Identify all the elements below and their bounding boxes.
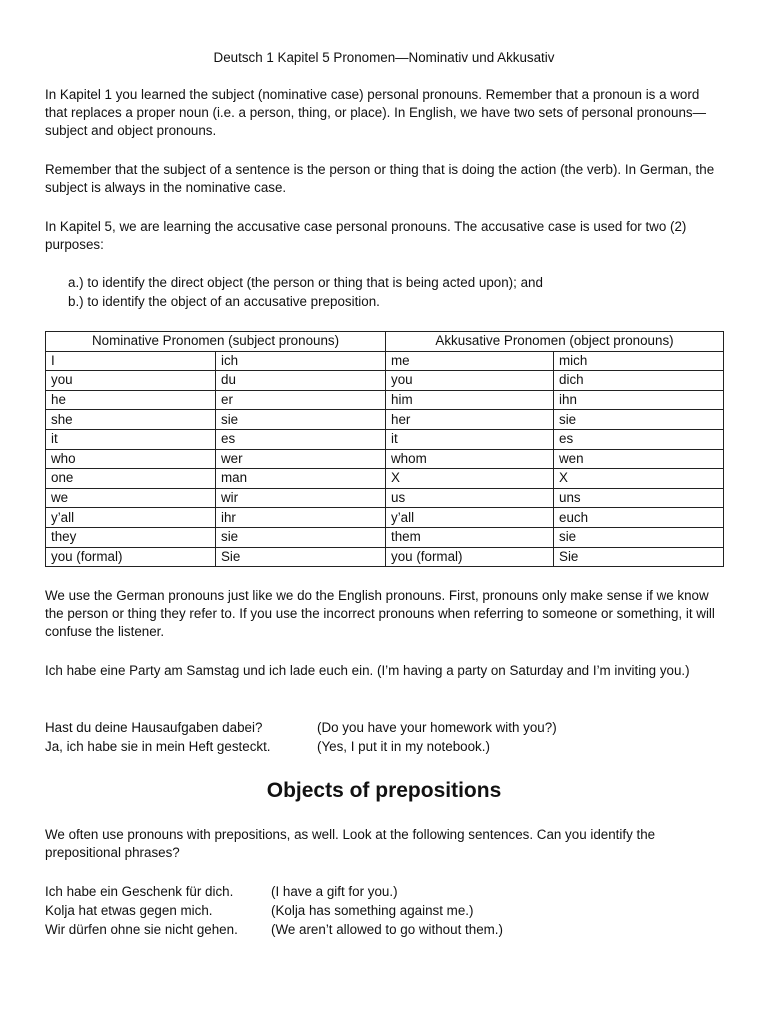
english-object-cell: him bbox=[386, 390, 554, 410]
table-row bbox=[46, 390, 724, 410]
german-sentence: Ich habe ein Geschenk für dich. bbox=[45, 884, 234, 899]
english-translation: (Yes, I put it in my notebook.) bbox=[317, 739, 490, 754]
german-accusative-cell: uns bbox=[554, 488, 724, 508]
table-row bbox=[46, 429, 724, 449]
section-heading: Objects of prepositions bbox=[266, 779, 502, 802]
purposes-list bbox=[68, 274, 543, 312]
english-object-cell: y’all bbox=[386, 508, 554, 528]
german-sentence: Ja, ich habe sie in mein Heft gesteckt. bbox=[45, 739, 271, 754]
purpose-item-b: b.) to identify the object of an accusative preposition. bbox=[68, 294, 380, 309]
german-nominative-cell: ihr bbox=[216, 508, 386, 528]
german-accusative-cell: wen bbox=[554, 449, 724, 469]
nominative-header: Nominative Pronomen (subject pronouns) bbox=[46, 332, 386, 352]
german-nominative-cell: man bbox=[216, 469, 386, 489]
german-sentence: Kolja hat etwas gegen mich. bbox=[45, 903, 213, 918]
german-accusative-cell: sie bbox=[554, 527, 724, 547]
german-nominative-cell: wir bbox=[216, 488, 386, 508]
purpose-item-a: a.) to identify the direct object (the person or thing that is being acted upon); and bbox=[68, 275, 543, 290]
german-accusative-cell: dich bbox=[554, 371, 724, 391]
german-nominative-cell: er bbox=[216, 390, 386, 410]
subject-paragraph: Remember that the subject of a sentence is the person or thing that is doing the action (the verb). In German, the subject is always in the nominative case. bbox=[45, 162, 715, 195]
table-row bbox=[46, 410, 724, 430]
german-nominative-cell: sie bbox=[216, 527, 386, 547]
english-subject-cell: he bbox=[46, 390, 216, 410]
table-row bbox=[46, 547, 724, 567]
table-row bbox=[46, 351, 724, 371]
english-subject-cell: one bbox=[46, 469, 216, 489]
english-subject-cell: they bbox=[46, 527, 216, 547]
table-row bbox=[46, 449, 724, 469]
pronoun-table-header bbox=[46, 332, 724, 352]
party-example: Ich habe eine Party am Samstag und ich lade euch ein. (I’m having a party on Saturday and I’m inviting you.) bbox=[45, 663, 690, 678]
english-subject-cell: who bbox=[46, 449, 216, 469]
english-translation: (I have a gift for you.) bbox=[271, 884, 398, 899]
table-row bbox=[46, 527, 724, 547]
document-title: Deutsch 1 Kapitel 5 Pronomen—Nominativ und Akkusativ bbox=[213, 50, 555, 65]
german-nominative-cell: Sie bbox=[216, 547, 386, 567]
german-nominative-cell: es bbox=[216, 429, 386, 449]
german-nominative-cell: sie bbox=[216, 410, 386, 430]
table-row bbox=[46, 508, 724, 528]
usage-paragraph: We use the German pronouns just like we do the English pronouns. First, pronouns only make sense if we know the person or thing they refer to. If you use the incorrect pronouns when referring to someone or something, it will confuse the listener. bbox=[45, 588, 715, 639]
english-object-cell: it bbox=[386, 429, 554, 449]
english-subject-cell: you (formal) bbox=[46, 547, 216, 567]
german-nominative-cell: du bbox=[216, 371, 386, 391]
german-nominative-cell: ich bbox=[216, 351, 386, 371]
german-accusative-cell: euch bbox=[554, 508, 724, 528]
english-subject-cell: I bbox=[46, 351, 216, 371]
german-accusative-cell: ihn bbox=[554, 390, 724, 410]
english-object-cell: me bbox=[386, 351, 554, 371]
german-accusative-cell: X bbox=[554, 469, 724, 489]
german-sentence: Hast du deine Hausaufgaben dabei? bbox=[45, 720, 263, 735]
german-accusative-cell: mich bbox=[554, 351, 724, 371]
english-object-cell: you (formal) bbox=[386, 547, 554, 567]
english-object-cell: whom bbox=[386, 449, 554, 469]
intro-paragraph: In Kapitel 1 you learned the subject (nominative case) personal pronouns. Remember that a pronoun is a word that replaces a proper noun (i.e. a person, thing, or place). In English, we have two sets of personal pronouns—subject and object pronouns. bbox=[45, 87, 706, 138]
english-object-cell: you bbox=[386, 371, 554, 391]
english-subject-cell: she bbox=[46, 410, 216, 430]
english-translation: (We aren’t allowed to go without them.) bbox=[271, 922, 503, 937]
english-subject-cell: we bbox=[46, 488, 216, 508]
table-row bbox=[46, 469, 724, 489]
german-sentence: Wir dürfen ohne sie nicht gehen. bbox=[45, 922, 238, 937]
table-row bbox=[46, 371, 724, 391]
german-accusative-cell: sie bbox=[554, 410, 724, 430]
pronoun-table bbox=[45, 331, 724, 567]
english-object-cell: them bbox=[386, 527, 554, 547]
english-subject-cell: y’all bbox=[46, 508, 216, 528]
english-subject-cell: it bbox=[46, 429, 216, 449]
accusative-paragraph: In Kapitel 5, we are learning the accusative case personal pronouns. The accusative case is used for two (2) purposes: bbox=[45, 219, 687, 252]
english-subject-cell: you bbox=[46, 371, 216, 391]
english-translation: (Do you have your homework with you?) bbox=[317, 720, 557, 735]
german-accusative-cell: es bbox=[554, 429, 724, 449]
accusative-header: Akkusative Pronomen (object pronouns) bbox=[386, 332, 724, 352]
english-object-cell: us bbox=[386, 488, 554, 508]
german-accusative-cell: Sie bbox=[554, 547, 724, 567]
english-object-cell: X bbox=[386, 469, 554, 489]
table-row bbox=[46, 488, 724, 508]
prepositions-paragraph: We often use pronouns with prepositions, as well. Look at the following sentences. Can you identify the prepositional phrases? bbox=[45, 827, 656, 860]
english-translation: (Kolja has something against me.) bbox=[271, 903, 474, 918]
english-object-cell: her bbox=[386, 410, 554, 430]
german-nominative-cell: wer bbox=[216, 449, 386, 469]
